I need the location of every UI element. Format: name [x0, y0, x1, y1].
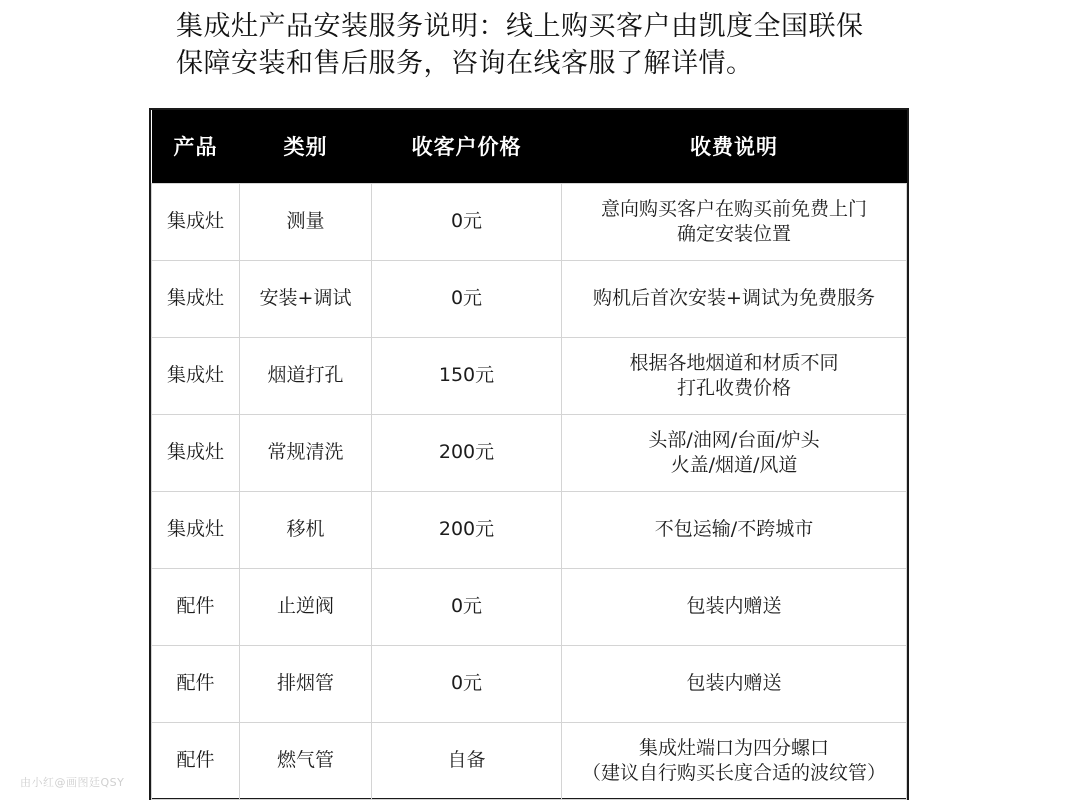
note-line: 火盖/烟道/风道 — [670, 453, 798, 476]
cell-price: 200元 — [372, 491, 562, 568]
note-line: 头部/油网/台面/炉头 — [648, 428, 820, 451]
table-body — [152, 183, 907, 799]
cell-product: 集成灶 — [152, 337, 240, 414]
intro-line-2: 保障安装和售后服务，咨询在线客服了解详情。 — [176, 48, 754, 79]
note-line: 购机后首次安装+调试为免费服务 — [593, 287, 875, 309]
cell-category: 移机 — [240, 491, 372, 568]
cell-note — [562, 183, 907, 260]
intro-text — [176, 8, 916, 82]
table-row — [152, 491, 907, 568]
header-price: 收客户价格 — [372, 110, 562, 183]
cell-category: 测量 — [240, 183, 372, 260]
note-line: 包装内赠送 — [686, 672, 782, 694]
cell-price: 自备 — [372, 722, 562, 799]
cell-note — [562, 722, 907, 799]
table-row — [152, 414, 907, 491]
cell-price: 150元 — [372, 337, 562, 414]
cell-product: 配件 — [152, 645, 240, 722]
cell-category: 燃气管 — [240, 722, 372, 799]
cell-note — [562, 260, 907, 337]
cell-category: 烟道打孔 — [240, 337, 372, 414]
note-line: 确定安装位置 — [676, 222, 791, 245]
cell-product: 集成灶 — [152, 491, 240, 568]
table-row — [152, 260, 907, 337]
note-line: 打孔收费价格 — [676, 376, 791, 399]
cell-product: 集成灶 — [152, 183, 240, 260]
cell-product: 配件 — [152, 722, 240, 799]
note-line: （建议自行购买长度合适的波纹管） — [581, 761, 886, 784]
header-product: 产品 — [152, 110, 240, 183]
table-header — [152, 110, 907, 183]
cell-note — [562, 414, 907, 491]
cell-note — [562, 645, 907, 722]
table-row — [152, 337, 907, 414]
header-category: 类别 — [240, 110, 372, 183]
cell-product: 集成灶 — [152, 414, 240, 491]
table-row — [152, 568, 907, 645]
cell-note — [562, 337, 907, 414]
cell-product: 配件 — [152, 568, 240, 645]
cell-note — [562, 568, 907, 645]
note-line: 包装内赠送 — [686, 595, 782, 617]
service-fee-table — [149, 108, 909, 800]
table-row — [152, 722, 907, 799]
cell-price: 0元 — [372, 645, 562, 722]
note-line: 根据各地烟道和材质不同 — [629, 351, 839, 374]
cell-category: 安装+调试 — [240, 260, 372, 337]
cell-category: 止逆阀 — [240, 568, 372, 645]
note-line: 集成灶端口为四分螺口 — [638, 736, 829, 759]
note-line: 不包运输/不跨城市 — [654, 518, 814, 540]
cell-price: 0元 — [372, 260, 562, 337]
cell-price: 0元 — [372, 568, 562, 645]
cell-category: 排烟管 — [240, 645, 372, 722]
table-row — [152, 183, 907, 260]
cell-product: 集成灶 — [152, 260, 240, 337]
note-line: 意向购买客户在购买前免费上门 — [600, 197, 867, 220]
table-row — [152, 645, 907, 722]
cell-price: 0元 — [372, 183, 562, 260]
cell-category: 常规清洗 — [240, 414, 372, 491]
cell-note — [562, 491, 907, 568]
cell-price: 200元 — [372, 414, 562, 491]
watermark: 由小红@画图廷QSY — [20, 776, 125, 789]
intro-line-1: 集成灶产品安装服务说明：线上购买客户由凯度全国联保 — [176, 11, 864, 42]
header-note: 收费说明 — [562, 110, 907, 183]
